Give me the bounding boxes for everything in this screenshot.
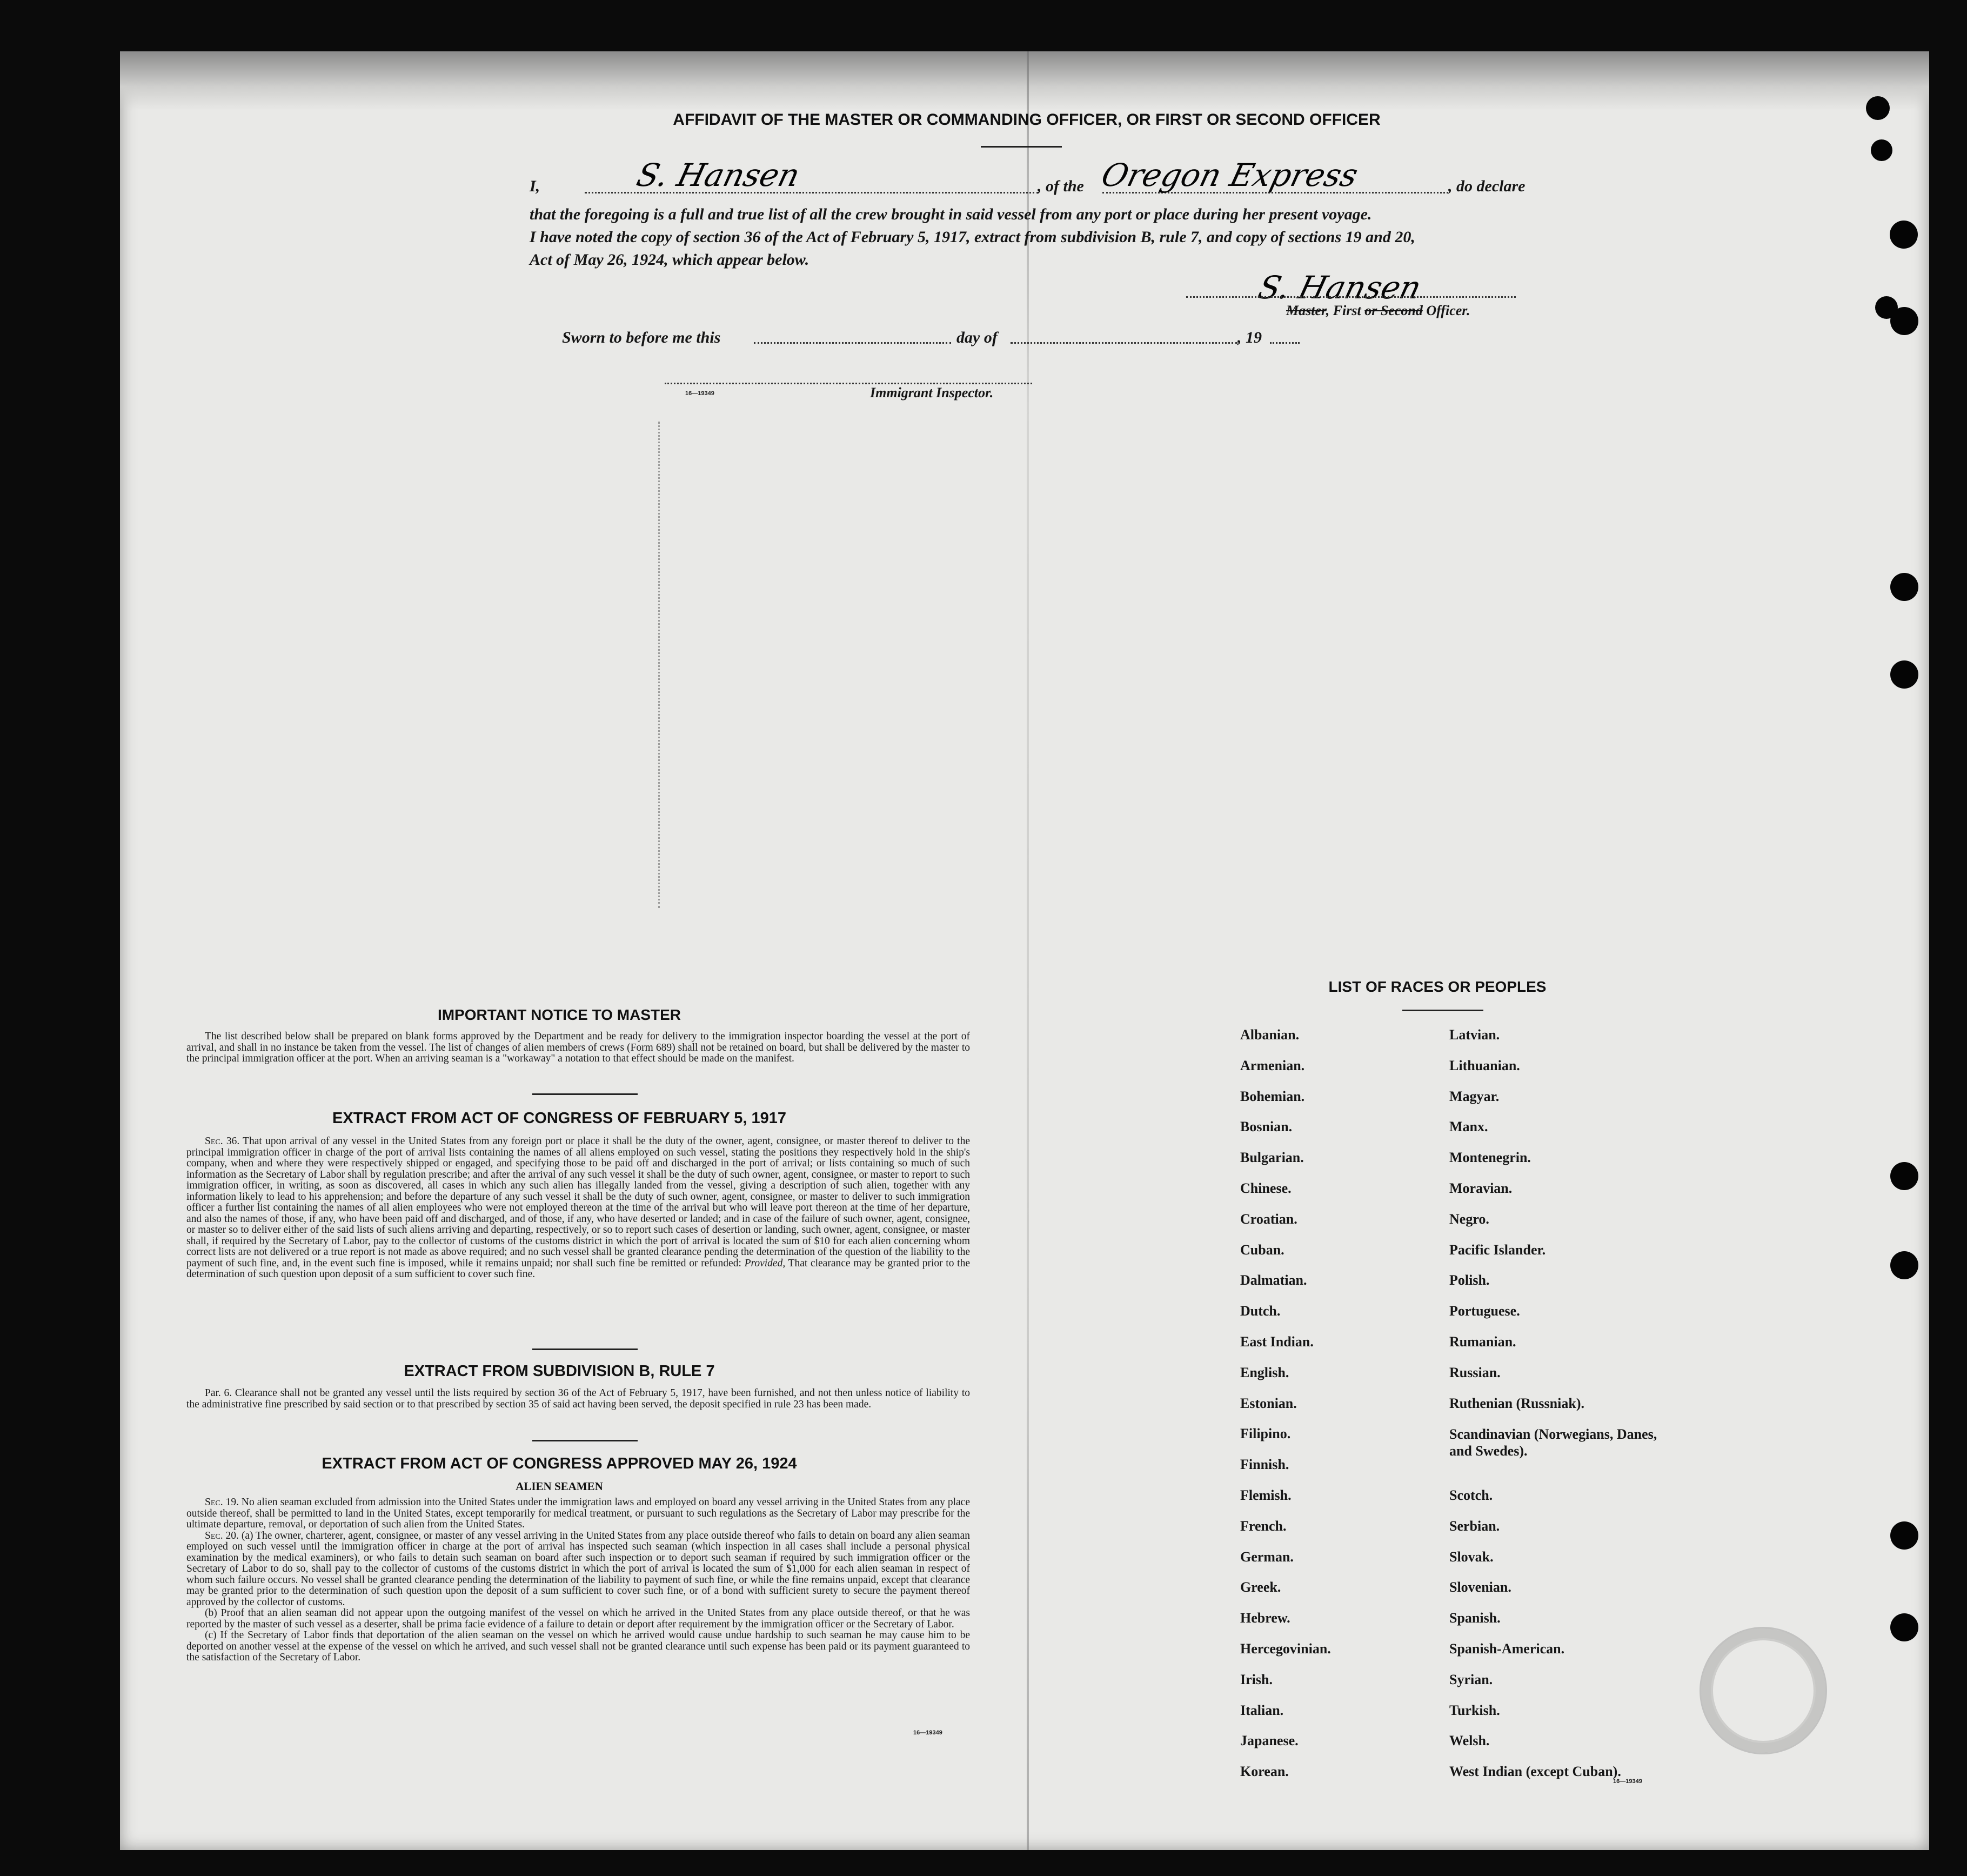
race-item: Manx.	[1449, 1119, 1488, 1134]
race-item: French.	[1240, 1518, 1287, 1534]
sec-36-text-end: That clearance may be granted prior to the determination of such question upon deposit of a sum sufficient to cover such fine.	[186, 1257, 970, 1280]
affidavit-line-3: I have noted the copy of section 36 of the Act of February 5, 1917, extract from subdivision B, rule 7, and copy of sections 19 and 20,	[530, 228, 1415, 246]
vessel-name-handwritten: Oregon Express	[1098, 157, 1362, 193]
officer-caption	[1286, 303, 1470, 319]
race-item: Italian.	[1240, 1703, 1284, 1718]
race-item: Polish.	[1449, 1272, 1490, 1288]
race-item: Rumanian.	[1449, 1334, 1516, 1350]
race-item: Dutch.	[1240, 1303, 1281, 1319]
race-item: Turkish.	[1449, 1703, 1500, 1718]
race-item: Lithuanian.	[1449, 1058, 1520, 1073]
fold-crease	[1027, 51, 1029, 1850]
race-item: Dalmatian.	[1240, 1272, 1307, 1288]
officer-name-handwritten: S. Hansen	[633, 157, 804, 193]
race-item: Albanian.	[1240, 1027, 1300, 1043]
race-item: Filipino.	[1240, 1426, 1291, 1441]
notice-rule	[532, 1093, 638, 1095]
sworn-year-blank	[1270, 342, 1300, 344]
rule-7-title: EXTRACT FROM SUBDIVISION B, RULE 7	[404, 1363, 715, 1380]
affidavit-form-number: 16—19349	[685, 390, 714, 397]
punch-hole	[1890, 573, 1918, 601]
scan-shadow-band	[120, 51, 1929, 111]
extract-1924-text	[186, 1497, 970, 1664]
race-item: Magyar.	[1449, 1089, 1500, 1104]
extract-1917-title: EXTRACT FROM ACT OF CONGRESS OF FEBRUARY 5, 1917	[332, 1110, 787, 1127]
punch-hole	[1890, 1613, 1918, 1641]
race-item: Bohemian.	[1240, 1089, 1305, 1104]
punch-hole	[1866, 96, 1890, 120]
race-item: Hercegovinian.	[1240, 1641, 1331, 1657]
officer-caption-officer: Officer.	[1422, 303, 1470, 318]
sec-20a-text: (a) The owner, charterer, agent, consignee, or master of any vessel arriving in the United States from any place outside thereof who fails to detain on board any alien seaman employed on such vessel until the immigration officer in charge at the port of arrival has inspected such seaman (which inspection in all cases shall include a personal physical examination by the medical examiners), or who fails to detain such seaman on board after such inspection or to deport such seaman if required by such immigration officer or the Secretary of Labor to do so, shall pay to the collector of customs of the customs district in which the port of arrival is located the sum of $1,000 for each alien seaman in respect of whom such failure occurs. No vessel shall be granted clearance pending the determination of the liability to payment of such fine, or while the fine remains unpaid, except that clearance may be granted prior to the determination of such question upon the deposit of a sum sufficient to cover such fine, or of a bond with sufficient surety to secure the payment thereof approved by the collector of customs.	[186, 1530, 970, 1608]
rule-7-text	[186, 1388, 970, 1410]
punch-hole	[1890, 221, 1918, 249]
extract-1917-rule	[532, 1348, 638, 1350]
race-item: Cuban.	[1240, 1242, 1284, 1258]
officer-caption-or-second: or Second	[1364, 303, 1423, 318]
officer-caption-master: Master	[1286, 303, 1326, 318]
alien-seamen-subtitle: ALIEN SEAMEN	[516, 1480, 603, 1493]
sec-19-label: Sec. 19.	[205, 1497, 239, 1508]
race-item: Chinese.	[1240, 1180, 1292, 1196]
race-item: Negro.	[1449, 1211, 1489, 1227]
notice-title: IMPORTANT NOTICE TO MASTER	[437, 1006, 681, 1023]
sec-36-paragraph	[186, 1136, 970, 1280]
race-item: Montenegrin.	[1449, 1150, 1531, 1165]
faint-seal-stamp	[1700, 1627, 1827, 1754]
race-item: Welsh.	[1449, 1733, 1490, 1748]
race-item: Flemish.	[1240, 1487, 1292, 1503]
extract-1924-title: EXTRACT FROM ACT OF CONGRESS APPROVED MAY 26, 1924	[322, 1455, 797, 1472]
rule-7-paragraph: Par. 6. Clearance shall not be granted any vessel until the lists required by section 36 of the Act of February 5, 1917, have been furnished, and not then unless notice of liability to the administrative fine prescribed by said section or to that prescribed by section 35 of said act having been served, the deposit specified in rule 23 has been made.	[186, 1387, 970, 1410]
affidavit-title-rule	[981, 146, 1062, 148]
races-form-number: 16—19349	[1613, 1778, 1642, 1785]
race-item: English.	[1240, 1365, 1289, 1380]
race-item: Finnish.	[1240, 1457, 1289, 1472]
column-guide-dots	[658, 422, 660, 908]
notice-text	[186, 1031, 970, 1065]
sec-20b-paragraph: (b) Proof that an alien seaman did not appear upon the outgoing manifest of the vessel on which he arrived in the United States from any place outside thereof, or that he was reported by the master of such vessel as a deserter, shall be prima facie evidence of a failure to detain or deport after requirement by the immigration officer or the Secretary of Labor.	[186, 1607, 970, 1630]
race-item: Bosnian.	[1240, 1119, 1293, 1134]
sworn-month-blank	[1011, 342, 1237, 344]
sworn-label: Sworn to before me this	[562, 329, 721, 346]
day-of-label: day of	[956, 329, 998, 346]
sec-19-paragraph	[186, 1497, 970, 1531]
affidavit-line-4: Act of May 26, 1924, which appear below.	[530, 251, 809, 269]
race-item: Ruthenian (Russniak).	[1449, 1396, 1584, 1411]
race-item: Syrian.	[1449, 1672, 1493, 1687]
officer-signature: S. Hansen	[1254, 269, 1425, 306]
race-item: Hebrew.	[1240, 1610, 1290, 1626]
race-item: Serbian.	[1449, 1518, 1500, 1534]
race-item: Portuguese.	[1449, 1303, 1520, 1319]
race-item: Spanish.	[1449, 1610, 1501, 1626]
punch-hole	[1890, 1521, 1918, 1550]
race-item: Greek.	[1240, 1579, 1281, 1595]
race-item: Slovak.	[1449, 1549, 1494, 1565]
notice-paragraph: The list described below shall be prepared on blank forms approved by the Department and be ready for delivery to the immigration inspector boarding the vessel at the port of arrival, and shall in no instance be taken from the vessel. The list of changes of alien members of crews (Form 689) shall not be retained on board, but shall be delivered by the master to the principal immigration officer at the port. When an arriving seaman is a "workaway" a notation to that effect should be made on the manifest.	[186, 1031, 970, 1064]
sec-36-text: That upon arrival of any vessel in the United States from any foreign port or place it shall be the duty of the owner, agent, consignee, or master thereof to deliver to the principal immigration officer in charge of the port of arrival lists containing the names of all aliens employed on such vessel, stating the positions they respectively hold in the ship's company, when and where they were respectively shipped or engaged, and specifying those to be paid off and discharged in the port of arrival; or lists containing so much of such information as the Secretary of Labor shall by regulation prescribe; and after the arrival of any such vessel it shall be the duty of such owner, agent, consignee, or master to report to such immigration officer, in writing, as soon as discovered, all cases in which any such alien has illegally landed from the vessel, giving a description of such alien, together with any information likely to lead to his apprehension; and before the departure of any such vessel it shall be the duty of such owner, agent, consignee, or master to deliver to such immigration officer a further list containing the names of all alien employees who were not employed thereon at the time of the arrival but who will leave port thereon at the time of her departure, and also the names of those, if any, who have been paid off and discharged, and of those, if any, who have deserted or landed; and in case of the failure of such owner, agent, consignee, or master so to deliver either of the said lists of such aliens arriving and departing, respectively, or so to report such cases of desertion or landing, such owner, agent, consignee, or master shall, if required by the Secretary of Labor, pay to the collector of customs of the customs district in which the port of arrival is located the sum of $10 for each alien concerning whom correct lists are not delivered or a true report is not made as above required; and no such vessel shall be granted clearance pending the determination of the question of the liability to the payment of such fine, and, in the event such fine is imposed, while it remains unpaid; nor shall such fine be remitted or refunded:	[186, 1136, 970, 1269]
race-item: German.	[1240, 1549, 1294, 1565]
race-item: Irish.	[1240, 1672, 1273, 1687]
sec-20a-paragraph	[186, 1531, 970, 1608]
sec-20-label: Sec. 20.	[205, 1530, 239, 1541]
race-item: Latvian.	[1449, 1027, 1500, 1043]
extract-1924-form-number: 16—19349	[913, 1730, 942, 1736]
affidavit-line-2: that the foregoing is a full and true list of all the crew brought in said vessel from any port or place during her present voyage.	[530, 205, 1372, 223]
race-item: Russian.	[1449, 1365, 1501, 1380]
race-item: Japanese.	[1240, 1733, 1299, 1748]
sworn-day-blank	[754, 342, 951, 344]
affidavit-title: AFFIDAVIT OF THE MASTER OR COMMANDING OFFICER, OR FIRST OR SECOND OFFICER	[673, 111, 1381, 129]
punch-hole	[1871, 139, 1892, 161]
race-item: Bulgarian.	[1240, 1150, 1304, 1165]
sec-36-label: Sec. 36.	[205, 1136, 240, 1147]
races-title: LIST OF RACES OR PEOPLES	[1328, 978, 1547, 995]
race-item: Croatian.	[1240, 1211, 1297, 1227]
race-item: Estonian.	[1240, 1396, 1297, 1411]
race-item: East Indian.	[1240, 1334, 1314, 1350]
affidavit-i-label: I,	[530, 177, 540, 195]
officer-caption-first: , First	[1326, 303, 1365, 318]
affidavit-of-the-label: , of the	[1038, 177, 1084, 195]
punch-hole	[1890, 660, 1918, 689]
race-item: West Indian (except Cuban).	[1449, 1764, 1621, 1779]
race-item: Korean.	[1240, 1764, 1289, 1779]
inspector-signature-line	[665, 383, 1032, 384]
race-item: Spanish-American.	[1449, 1641, 1565, 1657]
rule-7-rule	[532, 1440, 638, 1441]
race-item: Scotch.	[1449, 1487, 1493, 1503]
sec-20c-paragraph: (c) If the Secretary of Labor finds that deportation of the alien seaman on the vessel on which he arrived would cause undue hardship to such seaman he may cause him to be deported on another vessel at the expense of the vessel on which he arrived, and such vessel shall not be granted clearance until such expense has been paid or its payment guaranteed to the satisfaction of the Secretary of Labor.	[186, 1630, 970, 1663]
punch-hole	[1890, 1162, 1918, 1190]
race-item: Slovenian.	[1449, 1579, 1511, 1595]
race-item: Armenian.	[1240, 1058, 1305, 1073]
provided-label: Provided,	[744, 1257, 786, 1269]
race-item: Moravian.	[1449, 1180, 1513, 1196]
punch-hole	[1890, 1251, 1918, 1279]
extract-1917-text	[186, 1136, 970, 1280]
affidavit-declare-label: , do declare	[1448, 177, 1526, 195]
race-item: Pacific Islander.	[1449, 1242, 1546, 1258]
races-title-rule	[1402, 1010, 1483, 1011]
year-prefix-label: , 19	[1237, 329, 1262, 346]
inspector-label: Immigrant Inspector.	[870, 385, 994, 400]
punch-hole	[1890, 307, 1918, 335]
sec-19-text: No alien seaman excluded from admission into the United States under the immigration laws and employed on board any vessel arriving in the United States from any place outside thereof, shall be permitted to land in the United States, except temporarily for medical treatment, or pursuant to such regulations as the Secretary of Labor may prescribe for the ultimate departure, removal, or deportation of such alien from the United States.	[186, 1497, 970, 1530]
race-item: Scandinavian (Norwegians, Danes, and Swedes).	[1449, 1426, 1657, 1459]
signature-line	[1186, 296, 1516, 298]
